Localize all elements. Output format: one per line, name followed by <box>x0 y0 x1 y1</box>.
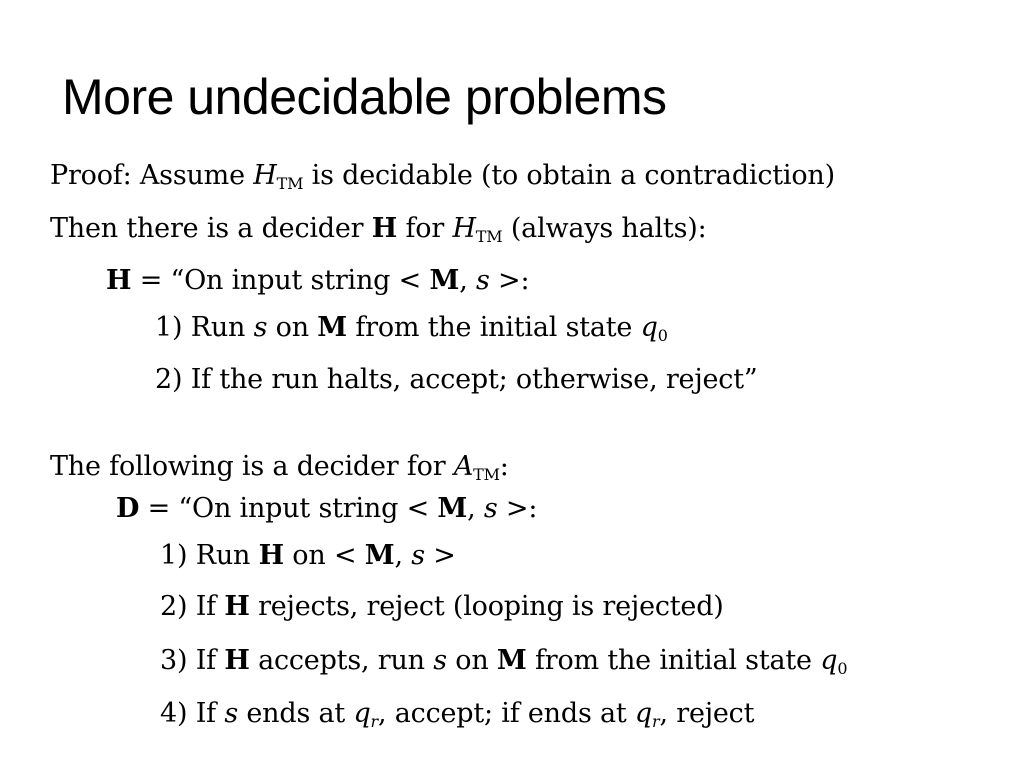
d-step-3-mid: accepts, run <box>258 645 425 676</box>
d-machine-lt: < <box>406 493 430 524</box>
h-machine-gt: >: <box>498 265 530 296</box>
d-step-1-pre: 1) Run <box>160 540 251 571</box>
h-machine-s: s <box>475 265 490 296</box>
d-step-4-rest: , reject <box>659 698 755 729</box>
h-step-1-run: Run <box>190 312 246 343</box>
d-step-4 <box>160 696 754 740</box>
following-pre: The following is a decider for <box>50 451 446 482</box>
d-step-2-rest: rejects, reject (looping is rejected) <box>258 591 724 622</box>
d-step-1-on: on <box>292 540 326 571</box>
h-machine-m: M <box>429 265 460 296</box>
h-step-1-num: 1) <box>155 312 183 343</box>
then-h-symbol: H <box>452 213 476 244</box>
h-step-1-s: s <box>253 312 268 343</box>
h-machine-comma: , <box>459 265 468 296</box>
d-step-4-q2: q <box>634 698 653 729</box>
d-step-3-q: q <box>820 645 838 676</box>
d-step-4-q2-sub: r <box>652 712 660 731</box>
d-step-4-q1-sub: r <box>370 712 378 731</box>
then-line <box>50 211 706 255</box>
h-machine-header <box>106 263 529 299</box>
d-step-2 <box>160 589 724 625</box>
d-step-3-s: s <box>433 645 447 676</box>
d-step-1-lt: < <box>333 540 357 571</box>
d-step-1-m: M <box>364 540 395 571</box>
following-colon: : <box>499 451 509 482</box>
d-machine-m: M <box>437 493 468 524</box>
proof-assume: Assume <box>139 160 245 191</box>
then-tm-subscript: TM <box>475 227 503 246</box>
proof-h-symbol: H <box>253 160 277 191</box>
following-a-symbol: A <box>453 451 474 482</box>
d-step-1-s: s <box>411 540 425 571</box>
d-step-1-h: H <box>258 540 284 571</box>
d-machine-eq: = “On input string <box>147 493 399 524</box>
d-machine-name: D <box>116 493 140 524</box>
proof-label: Proof: <box>50 160 132 191</box>
d-machine-header <box>116 491 537 527</box>
d-step-1-comma: , <box>394 540 403 571</box>
h-machine-eq: = “On input string <box>139 265 391 296</box>
d-step-3-h: H <box>224 645 250 676</box>
d-step-4-mid: ends at <box>246 698 346 729</box>
then-rest: (always halts): <box>510 213 707 244</box>
proof-rest: is decidable (to obtain a contradiction) <box>311 160 835 191</box>
d-step-4-s: s <box>224 698 239 729</box>
then-decider-h: H <box>371 213 398 244</box>
d-step-4-pre: 4) If <box>160 698 216 729</box>
h-step-2: 2) If the run halts, accept; otherwise, reject” <box>155 364 758 395</box>
d-machine-comma: , <box>467 493 476 524</box>
slide-title: More undecidable problems <box>62 69 667 125</box>
h-machine-name: H <box>106 265 132 296</box>
d-step-2-pre: 2) If <box>160 591 216 622</box>
d-step-2-h: H <box>224 591 250 622</box>
d-step-4-mid2: , accept; if ends at <box>377 698 627 729</box>
then-for: for <box>405 213 445 244</box>
d-machine-s: s <box>483 493 498 524</box>
d-step-1 <box>160 538 456 574</box>
h-step-1 <box>155 310 668 354</box>
d-machine-gt: >: <box>505 493 538 524</box>
h-step-1-q: q <box>640 312 658 343</box>
d-step-3-q-sub: 0 <box>837 659 848 678</box>
d-step-1-gt: > <box>433 540 456 571</box>
d-step-3-on: on <box>455 645 489 676</box>
d-step-3-m: M <box>496 645 527 676</box>
h-step-1-q-sub: 0 <box>657 326 668 345</box>
d-step-3 <box>160 643 847 687</box>
d-step-3-rest: from the initial state <box>534 645 812 676</box>
following-tm-subscript: TM <box>473 465 500 484</box>
d-step-4-q1: q <box>353 698 371 729</box>
h-machine-lt: < <box>398 265 422 296</box>
h-step-1-m: M <box>317 312 347 343</box>
then-pre: Then there is a decider <box>50 213 364 244</box>
h-step-1-on: on <box>275 312 309 343</box>
h-step-1-rest: from the initial state <box>355 312 633 343</box>
following-line <box>50 449 509 493</box>
proof-line <box>50 158 835 202</box>
d-step-3-pre: 3) If <box>160 645 216 676</box>
proof-tm-subscript: TM <box>276 174 304 193</box>
